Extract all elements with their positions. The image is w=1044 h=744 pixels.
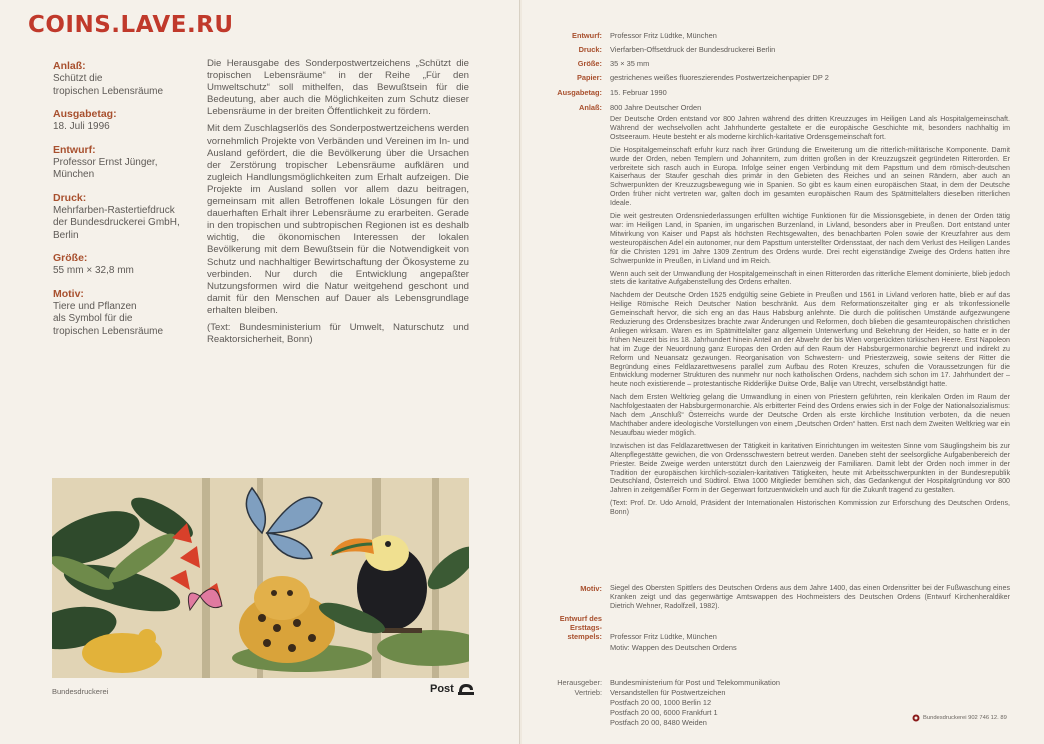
field-anlass [53, 60, 193, 98]
post-logo-text: Post [430, 683, 454, 695]
field-druck [53, 192, 193, 243]
footer-printer: Bundesdruckerei [52, 687, 109, 696]
publisher-line: Postfach 20 00, 1000 Berlin 12 [610, 698, 712, 707]
stempel-label-line: stempels: [567, 632, 602, 641]
paragraph: Die weit gestreuten Ordensniederlassungen erfüllten wichtige Funktionen für die Missionsgebiete, in denen der Orden tätig war: im Heiligen Land, in Spanien, im ungarischen Burzenland, in Livland, besonders aber in Preußen. Dort entstand unter Mitwirkung von Kaiser und Papst als höchsten Rechtsgewalten, des benachbarten Polen sowie der Kreuzfahrer aus dem westeuropäischen Adel ein autonomer, nur dem Papsttum unterstellter Ordensstaat, der nach dem Verlust des Heiligen Landes für die Christen 1291 im Jahre 1309 Zentrum des Ordens wurde. Drei recht eigenständige Zweige des Ordens hatten ihre Schwerpunkte in Preußen, in Livland und im Reich. [610, 212, 1010, 265]
spec-label: Größe: [577, 59, 602, 68]
field-value: Professor Ernst Jünger, [53, 156, 158, 168]
field-value: München [53, 169, 95, 180]
left-body-text [207, 58, 469, 351]
field-ausgabetag [53, 108, 193, 134]
stempel-label [522, 614, 602, 641]
spec-value: Professor Fritz Lüdtke, München [610, 31, 717, 40]
paragraph: Die Herausgabe des Sonderpostwertzeichens „Schützt die tropischen Lebensräume“ in der Reihe „Für den Umweltschutz“ soll mithelfen, das Bewußtsein für die Bedeutung, aber auch die Möglichkeiten zum Schutz dieser Lebensräume in der breiten Öffentlichkeit zu fördern. [207, 58, 469, 118]
publisher-line: Versandstellen für Postwertzeichen [610, 688, 726, 697]
field-label: Anlaß: [53, 60, 86, 72]
spec-value: 15. Februar 1990 [610, 88, 667, 97]
paragraph: Die Hospitalgemeinschaft erfuhr kurz nach ihrer Gründung die Erweiterung um die ritterlich-militärische Komponente. Damit wurde der Orden, neben Templern und Johannitern, zum dritten großen in der Kreuzzugszeit gegründeten Ritterorden. Er verbreitete sich rasch auch in Europa. Infolge seiner engen Verbindung mit dem Papsttum und dem römisch-deutschen Kaiserhaus der Staufer geschah dies primär in den Gebieten des Reiches und an seinen Rändern, aber auch an Schwerpunkten der Kreuzzugsbewegung wie in Spanien. So gibt es kaum einen europäischen Staat, in dem der Deutsche Orden früher nicht vertreten war, galten doch im gesamten europäischen Raum des Spätmittelalters dieselben ritterlichen Ideale. [610, 145, 1010, 208]
publisher-label-line: Vertrieb: [574, 688, 602, 697]
post-logo [430, 682, 475, 696]
right-page [522, 0, 1044, 744]
publisher-line: Postfach 20 00, 6000 Frankfurt 1 [610, 708, 718, 717]
left-page [0, 0, 520, 744]
spec-value: gestrichenes weißes fluoreszierendes Postwertzeichenpapier DP 2 [610, 73, 829, 82]
watermark: COINS.LAVE.RU [28, 12, 234, 38]
source-citation: (Text: Prof. Dr. Udo Arnold, Präsident der Internationalen Historischen Kommission zur Erforschung des Deutschen Ordens, Bonn) [610, 499, 1010, 517]
publisher-label [522, 678, 602, 698]
field-value: Tiere und Pflanzen [53, 300, 137, 312]
field-label: Größe: [53, 252, 88, 264]
paragraph: Inzwischen ist das Feldlazarettwesen der Tätigkeit in karitativen Einrichtungen im weitesten Sinne vom Säuglingsheim bis zur Altenpflegestätte gewichen, die von Ordensschwestern betreut werden. Daneben steht der seelsorgliche Aufgabenbereich der Priester. Beide Zweige werden unterstützt durch den Laienzweig der Familiaren. Damit lebt der Orden noch immer in der Tradition der europäischen kirchlich-sozialen-karitativen Tätigkeiten, heute mit Arbeitsschwerpunkten in der Bundesrepublik Deutschland, Österreich und Südtirol. Etwa 1000 Mitglieder bemühen sich, das Gedankengut der Hospitalgründung vor 800 Jahren in zeitgemäßer Form in der Gegenwart fortzuentwickeln und auch für die Zukunft tragend zu gestalten. [610, 441, 1010, 495]
recycle-icon [912, 714, 920, 722]
field-value: der Bundesdruckerei GmbH, [53, 217, 180, 228]
field-label: Ausgabetag: [53, 108, 117, 120]
paragraph: Nach dem Ersten Weltkrieg gelang die Umwandlung in einen von Priestern geführten, rein klerikalen Orden im Raum der Nachfolgestaaten der Habsburgermonarchie. Als erbitterter Feind des Ordens erwies sich in der Folge der Nationalsozialismus: Nach dem „Anschluß“ Österreichs wurde der Deutsche Orden als erste kirchliche Institution verboten, da die neuen Machthaber andere ideologische Vorstellungen von einem „Deutschen Orden“ hatten. Erst nach dem Zweiten Weltkrieg war ein Neuaufbau wieder möglich. [610, 393, 1010, 437]
paragraph: Nachdem der Deutsche Orden 1525 endgültig seine Gebiete in Preußen und 1561 in Livland verloren hatte, blieb er auf das Heilige Römische Reich Deutscher Nation beschränkt. Aus dem Reformationszeitalter ging er als trikonfessionelle Gemeinschaft hervor, die sich eng an das Haus Habsburg anlehnte. Die durch die politischen Umstände aufgezwungene Reduzierung des Ordensbesitzes brachte zwar Änderungen und Reformen, doch blieben die gesamteuropäischen christlichen Anliegen wirksam. Waren es im Spätmittelalter ganz allgemein Unterwerfung und Bekehrung der Heiden, so hatte er in der frühen Neuzeit bis ins 18. Jahrhundert hinein Anteil an der Abwehr der bis Wien vorgerückten türkischen Heere. Erst Napoleon hat im Zuge der Neuordnung ganz Europas den Orden auf den Raum der Habsburgermonarchie begrenzt und indirekt zu Reform und Neuansatz gezwungen. Reorganisation von Schwestern- und Priesterzweig, sowie seitens der Ritter die Begründung eines Feldlazarettwesens parallel zum Aufbau des Roten Kreuzes, schufen die Voraussetzungen für die Entwicklung moderner Strukturen des nunmehr nur noch katholischen Ordens, nachdem sich schon im 17. Jahrhundert der – heute noch existierende – protestantische Ridderlijke Duitse Orde, Balije van Utrecht, verselbständigt hatte. [610, 291, 1010, 389]
source-citation: (Text: Bundesministerium für Umwelt, Naturschutz und Reaktorsicherheit, Bonn) [207, 321, 469, 346]
field-value: tropischen Lebensräume [53, 325, 164, 337]
motiv-text: Siegel des Obersten Spittlers des Deutschen Ordens aus dem Jahre 1400, das einen Ordensritter bei der Fußwaschung eines Kranken zeigt und das gegenwärtige Amtswappen des Hochmeisters des Deutschen Ordens (Entwurf Kirchenheraldiker Dietrich Wehner, Radolfzell, 1982). [610, 584, 1010, 610]
footer-print-code [912, 714, 1007, 722]
field-value: Berlin [53, 229, 79, 241]
paragraph: Mit dem Zuschlagserlös des Sonderpostwertzeichens werden vornehmlich Projekte von Verbänden und Vereinen im In- und Ausland gefördert, die die Bevölkerung über die Ursachen der Zerstörung tropischer Lebensräume aufklären und zugleich Handlungsmöglichkeiten zum Erhalt aufzeigen. Die Projekte im Ausland sollen vor allem dazu beitragen, gemeinsam mit allen Betroffenen lokale Lösungen für den dauerhaften Erhalt ihrer Lebensräume zu erarbeiten. Gerade in den tropischen und subtropischen Regionen ist es deshalb wichtig, die ökonomischen Interessen der lokalen Bevölkerung mit dem Bewußtsein für die Notwendigkeit von Schutz und nachhaltiger Bewirtschaftung der Ökosysteme zu verbinden. Nur durch die Entwicklung angepaßter Nutzungsformen wird die Natur weitgehend geschont und damit für den Menschen auf Dauer als Lebensgrundlage erhalten bleiben. [207, 123, 469, 316]
field-value: als Symbol für die [53, 313, 133, 324]
spec-label: Entwurf: [572, 31, 602, 40]
footer-code-text: Bundesdruckerei 902 746 12. 89 [923, 715, 1007, 721]
stempel-label-line: Ersttags- [569, 623, 602, 632]
field-value: Schützt die [53, 73, 103, 84]
field-motiv [53, 288, 193, 339]
field-value: 55 mm × 32,8 mm [53, 265, 134, 276]
rainforest-illustration [52, 478, 469, 678]
motiv-label: Motiv: [580, 584, 602, 593]
field-label: Entwurf: [53, 143, 96, 156]
field-label: Motiv: [53, 287, 84, 300]
stempel-label-line: Entwurf des [559, 614, 602, 623]
spec-label: Papier: [576, 73, 602, 82]
stempel-motiv: Motiv: Wappen des Deutschen Ordens [610, 643, 737, 652]
spec-value: 35 × 35 mm [610, 59, 650, 68]
spec-label: Druck: [578, 45, 602, 54]
spec-value: 800 Jahre Deutscher Orden [610, 103, 702, 112]
right-body-text [610, 115, 1010, 521]
left-info-column [53, 60, 193, 348]
stempel-designer: Professor Fritz Lüdtke, München [610, 632, 717, 641]
field-label: Druck: [53, 191, 87, 204]
spec-label: Anlaß: [579, 103, 602, 112]
field-value: 18. Juli 1996 [53, 121, 110, 132]
publisher-label-line: Herausgeber: [557, 678, 602, 687]
paragraph: Wenn auch seit der Umwandlung der Hospitalgemeinschaft in einen Ritterorden das ritterliche Element dominierte, blieb jedoch stets die karitative Aufgabenstellung des Ordens erhalten. [610, 269, 1010, 287]
field-value: Mehrfarben-Rastertiefdruck [53, 204, 175, 216]
field-groesse [53, 252, 193, 278]
field-value: tropischen Lebensräume [53, 85, 164, 97]
spec-label: Ausgabetag: [557, 88, 602, 97]
publisher-line: Postfach 20 00, 8480 Weiden [610, 718, 707, 727]
spec-value: Vierfarben-Offsetdruck der Bundesdruckerei Berlin [610, 45, 776, 54]
post-horn-icon [457, 682, 475, 696]
paragraph: Der Deutsche Orden entstand vor 800 Jahren während des dritten Kreuzzuges im Heiligen Land als Hospitalgemeinschaft. Während der wechselvollen acht Jahrhunderte gestaltete er die europäische Geschichte mit, besonders nachhaltig im Ostseeraum. Heute besteht er als moderne kirchlich-karitative Ordensgemeinschaft fort. [610, 115, 1010, 141]
field-entwurf [53, 144, 193, 182]
publisher-line: Bundesministerium für Post und Telekommunikation [610, 678, 780, 687]
